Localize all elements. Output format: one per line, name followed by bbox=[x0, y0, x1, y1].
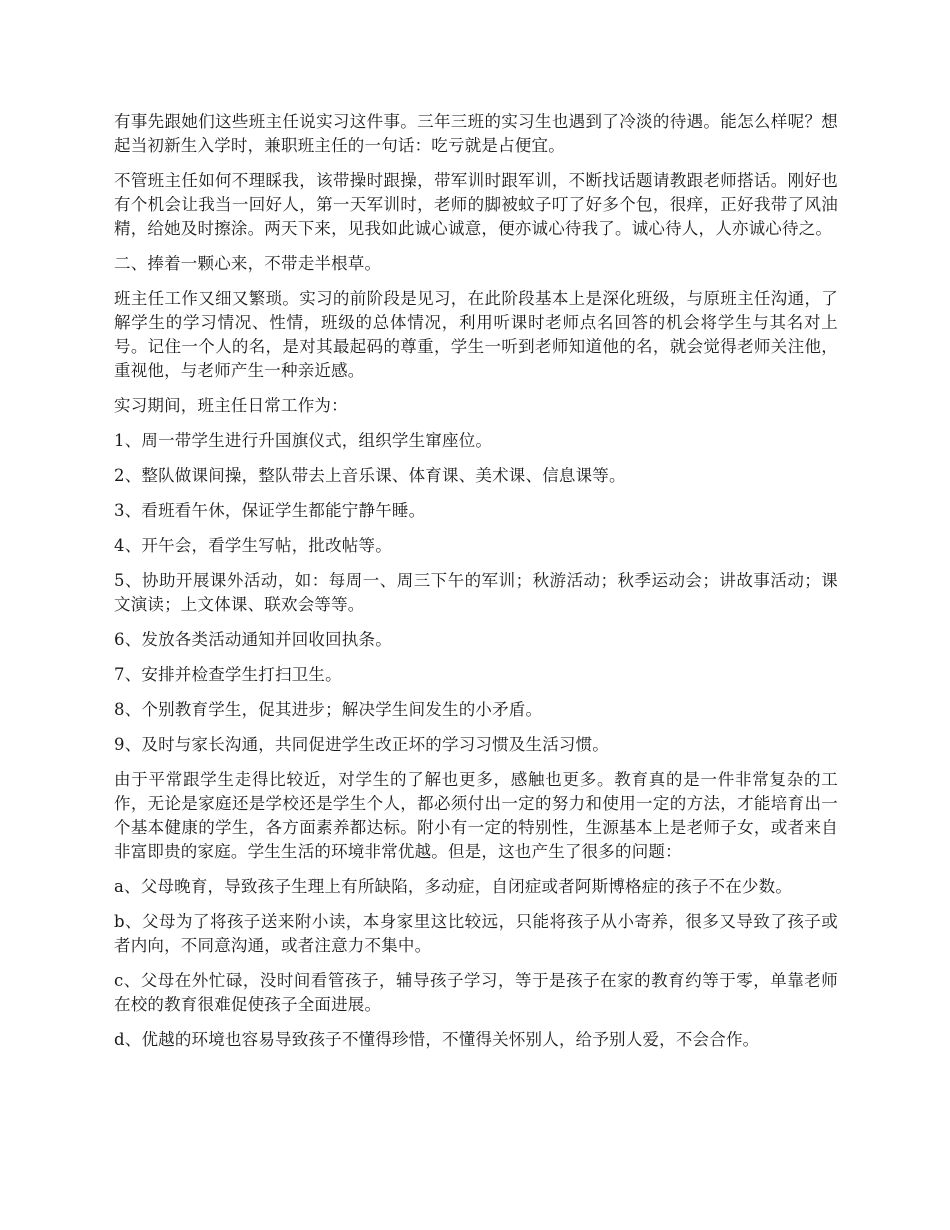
section-heading-two: 二、捧着一颗心来，不带走半根草。 bbox=[114, 254, 382, 273]
paragraph-homeroom-work: 班主任工作又细又繁琐。实习的前阶段是见习，在此阶段基本上是深化班级，与原班主任沟通，了解学生的学习情况、性情，班级的总体情况，利用听课时老师点名回答的机会将学生与其名对上号。记住一个人的名，是对其最起码的尊重，学生一听到老师知道他的名，就会觉得老师关注他，重视他，与老师产生一种亲近感。 bbox=[114, 289, 838, 380]
list-item-duty-1: 1、周一带学生进行升国旗仪式，组织学生窜座位。 bbox=[114, 431, 493, 450]
list-item-duty-7: 7、安排并检查学生打扫卫生。 bbox=[114, 665, 342, 684]
paragraph-daily-duties-intro: 实习期间，班主任日常工作为： bbox=[114, 396, 348, 415]
list-item-duty-5: 5、协助开展课外活动，如：每周一、周三下午的军训；秋游活动；秋季运动会；讲故事活动；课文演读；上文体课、联欢会等等。 bbox=[114, 571, 838, 614]
list-item-duty-6: 6、发放各类活动通知并回收回执条。 bbox=[114, 630, 392, 649]
paragraph-intro-continuation: 有事先跟她们这些班主任说实习这件事。三年三班的实习生也遇到了冷淡的待遇。能怎么样呢？想起当初新生入学时，兼职班主任的一句话：吃亏就是占便宜。 bbox=[114, 112, 838, 155]
list-item-duty-8: 8、个别教育学生，促其进步；解决学生间发生的小矛盾。 bbox=[114, 700, 543, 719]
list-item-duty-2: 2、整队做课间操，整队带去上音乐课、体育课、美术课、信息课等。 bbox=[114, 466, 626, 485]
list-item-duty-4: 4、开午会，看学生写帖，批改帖等。 bbox=[114, 536, 392, 555]
list-item-problem-a: a、父母晚育，导致孩子生理上有所缺陷，多动症，自闭症或者阿斯博格症的孩子不在少数。 bbox=[114, 877, 793, 896]
list-item-duty-3: 3、看班看午休，保证学生都能宁静午睡。 bbox=[114, 501, 426, 520]
paragraph-sincerity: 不管班主任如何不理睬我，该带操时跟操，带军训时跟军训，不断找话题请教跟老师搭话。刚好也有个机会让我当一回好人，第一天军训时，老师的脚被蚊子叮了好多个包，很痒，正好我带了风油精，给她及时擦涂。两天下来，见我如此诚心诚意，便亦诚心待我了。诚心待人，人亦诚心待之。 bbox=[114, 171, 838, 238]
list-item-problem-b: b、父母为了将孩子送来附小读，本身家里这比较远，只能将孩子从小寄养，很多又导致了孩子或者内向，不同意沟通，或者注意力不集中。 bbox=[114, 912, 838, 955]
list-item-problem-d: d、优越的环境也容易导致孩子不懂得珍惜，不懂得关怀别人，给予别人爱，不会合作。 bbox=[114, 1030, 760, 1049]
list-item-duty-9: 9、及时与家长沟通，共同促进学生改正坏的学习习惯及生活习惯。 bbox=[114, 735, 609, 754]
list-item-problem-c: c、父母在外忙碌，没时间看管孩子，辅导孩子学习，等于是孩子在家的教育约等于零，单靠老师在校的教育很难促使孩子全面进展。 bbox=[114, 971, 838, 1014]
paragraph-reflection: 由于平常跟学生走得比较近，对学生的了解也更多，感触也更多。教育真的是一件非常复杂的工作，无论是家庭还是学校还是学生个人，都必须付出一定的努力和使用一定的方法，才能培育出一个基本健康的学生，各方面素养都达标。附小有一定的特别性，生源基本上是老师子女，或者来自非富即贵的家庭。学生生活的环境非常优越。但是，这也产生了很多的问题： bbox=[114, 770, 838, 861]
